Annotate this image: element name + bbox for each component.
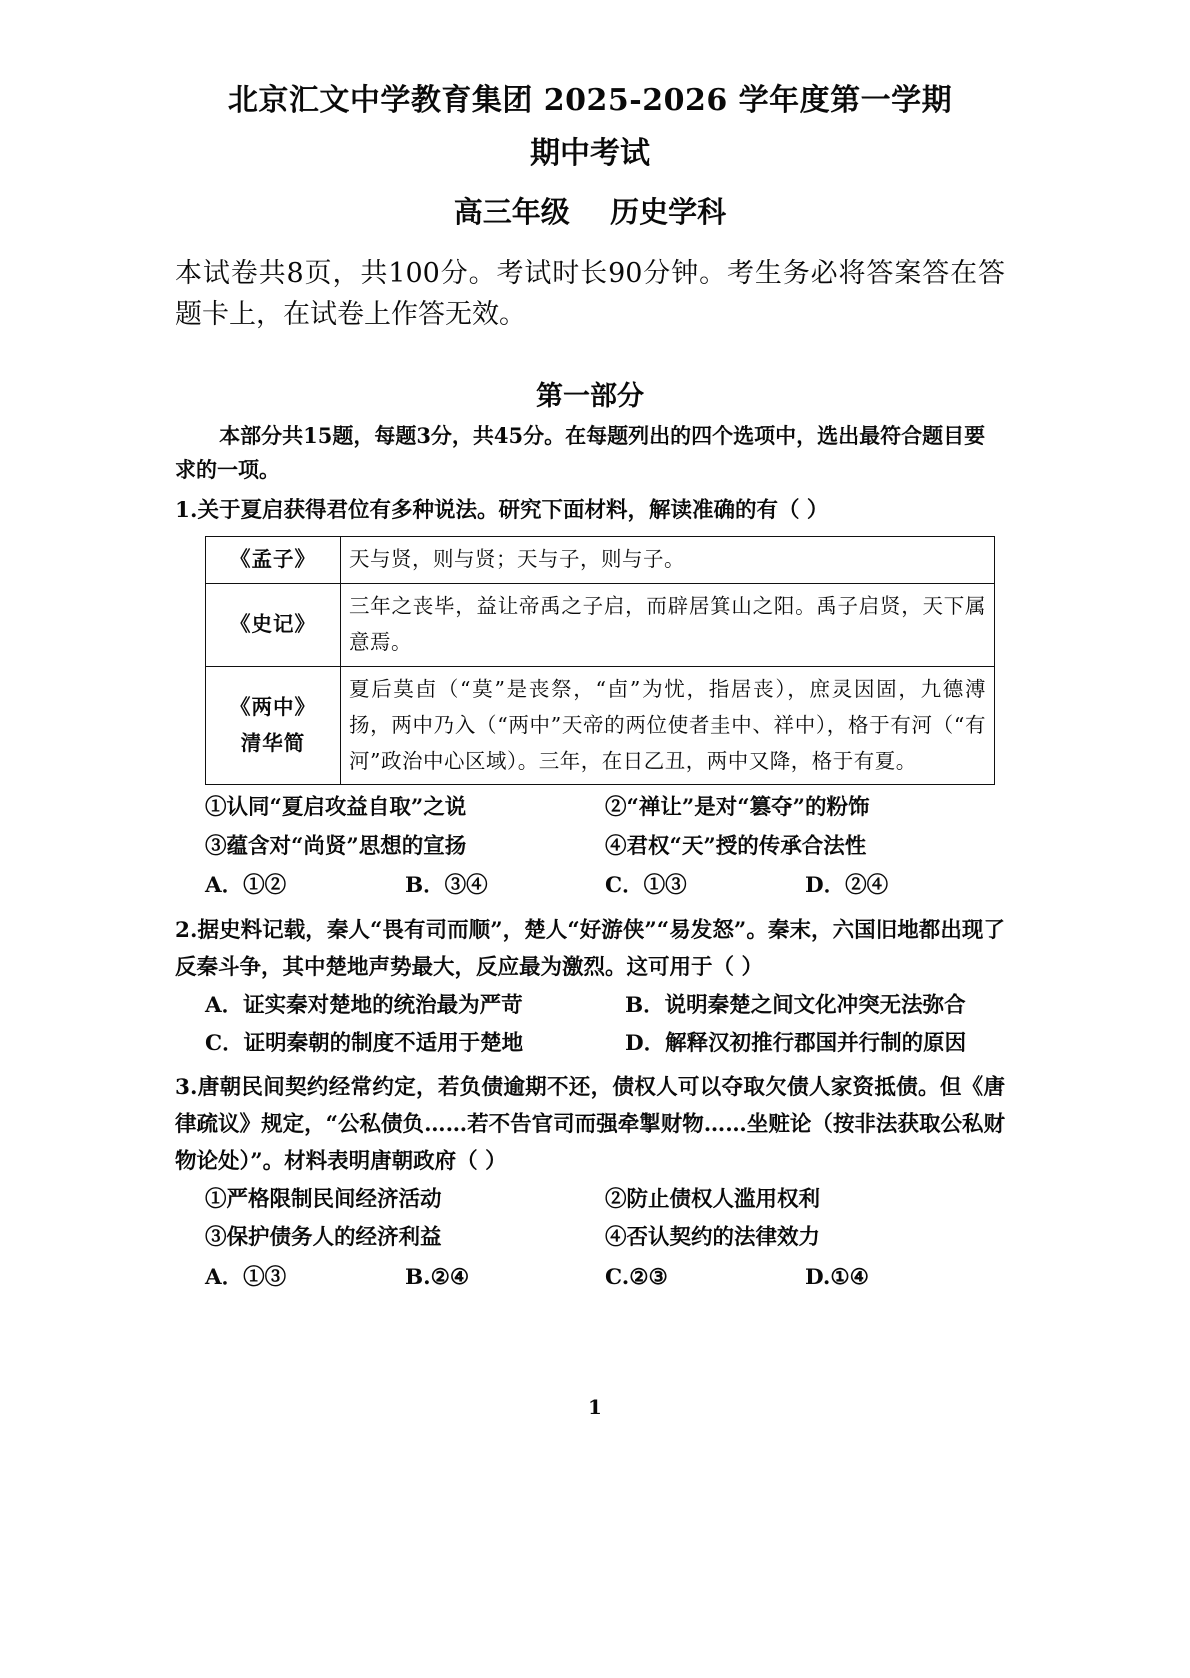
question-3-choice-d[interactable]: D.①④ (805, 1264, 869, 1290)
table-cell-text: 夏后莫卣（“莫”是丧祭，“卣”为忧，指居丧），庶灵因固，九德溥扬，两中乃入（“两中”天帝的两位使者圭中、祥中），格于有河（“有河”政治中心区域）。三年，在日乙丑，两中又降，格于有夏。 (341, 666, 995, 785)
question-1-choice-c[interactable]: C．①③ (605, 872, 687, 898)
table-cell-source-line2: 清华简 (240, 730, 306, 755)
table-cell-text: 天与贤，则与贤；天与子，则与子。 (341, 537, 995, 584)
question-1-statements-row-2 (175, 828, 1005, 866)
question-2-stem: 2.据史料记载，秦人“畏有司而顺”，楚人“好游侠”“易发怒”。秦末，六国旧地都出现了反秦斗争，其中楚地声势最大，反应最为激烈。这可用于（ ） (175, 917, 1005, 980)
table-row (206, 584, 995, 667)
question-3-statements-row-1 (175, 1181, 1005, 1219)
table-cell-text: 三年之丧毕，益让帝禹之子启，而辟居箕山之阳。禹子启贤，天下属意焉。 (341, 584, 995, 667)
question-3-statements-row-2 (175, 1219, 1005, 1257)
question-1-statements-row-1 (175, 789, 1005, 827)
question-3-statement-1: ①严格限制民间经济活动 (205, 1187, 442, 1213)
question-3-stem: 3.唐朝民间契约经常约定，若负债逾期不还，债权人可以夺取欠债人家资抵债。但《唐律疏议》规定，“公私债负……若不告官司而强牵掣财物……坐赃论（按非法获取公私财物论处）”。材料表明唐朝政府（ ） (175, 1075, 1005, 1175)
page-content (175, 78, 1005, 1298)
question-3-choices (175, 1258, 1005, 1299)
part-one-description: 本部分共15题，每题3分，共45分。在每题列出的四个选项中，选出最符合题目要求的一项。 (175, 423, 986, 483)
question-1-choice-a[interactable]: A．①② (205, 872, 287, 898)
question-2-choices-row-2 (175, 1025, 1005, 1064)
question-1-choice-b[interactable]: B．③④ (405, 872, 488, 898)
question-1-statement-2: ②“禅让”是对“篡夺”的粉饰 (605, 795, 870, 821)
question-1-source-table (205, 536, 995, 785)
question-1-statement-1: ①认同“夏启攻益自取”之说 (205, 795, 467, 821)
table-row (206, 666, 995, 785)
question-1-choice-d[interactable]: D．②④ (805, 872, 889, 898)
exam-school-title: 北京汇文中学教育集团 2025-2026 学年度第一学期 (227, 83, 953, 118)
table-cell-source (206, 666, 341, 785)
exam-grade-subject: 高三年级 历史学科 (453, 195, 727, 229)
question-2-choice-b[interactable]: B．说明秦楚之间文化冲突无法弥合 (625, 992, 966, 1018)
question-1-choices (175, 866, 1005, 907)
question-2-choices-row-1 (175, 987, 1005, 1026)
question-3-choice-b[interactable]: B.②④ (405, 1264, 470, 1290)
table-row (206, 537, 995, 584)
question-3-statement-2: ②防止债权人滥用权利 (605, 1187, 821, 1213)
question-3-choice-c[interactable]: C.②③ (605, 1264, 668, 1290)
part-one-title: 第一部分 (536, 381, 644, 413)
question-3-statement-3: ③保护债务人的经济利益 (205, 1225, 442, 1251)
question-1-statement-4: ④君权“天”授的传承合法性 (605, 833, 867, 859)
question-1-stem: 1.关于夏启获得君位有多种说法。研究下面材料，解读准确的有（ ） (175, 498, 829, 524)
question-1-statement-3: ③蕴含对“尚贤”思想的宣扬 (205, 833, 467, 859)
table-cell-source: 《史记》 (206, 584, 341, 667)
exam-name-title: 期中考试 (530, 135, 650, 171)
question-3-statement-4: ④否认契约的法律效力 (605, 1225, 821, 1251)
question-2-choice-d[interactable]: D．解释汉初推行郡国并行制的原因 (625, 1031, 967, 1057)
table-cell-source-line1: 《两中》 (230, 694, 316, 719)
question-2-choice-c[interactable]: C．证明秦朝的制度不适用于楚地 (205, 1031, 524, 1057)
question-3-choice-a[interactable]: A．①③ (205, 1264, 287, 1290)
exam-notice: 本试卷共8页，共100分。考试时长90分钟。考生务必将答案答在答题卡上，在试卷上作答无效。 (175, 257, 1005, 331)
question-2-choice-a[interactable]: A．证实秦对楚地的统治最为严苛 (205, 992, 523, 1018)
table-cell-source: 《孟子》 (206, 537, 341, 584)
page-number: 1 (588, 1395, 602, 1419)
